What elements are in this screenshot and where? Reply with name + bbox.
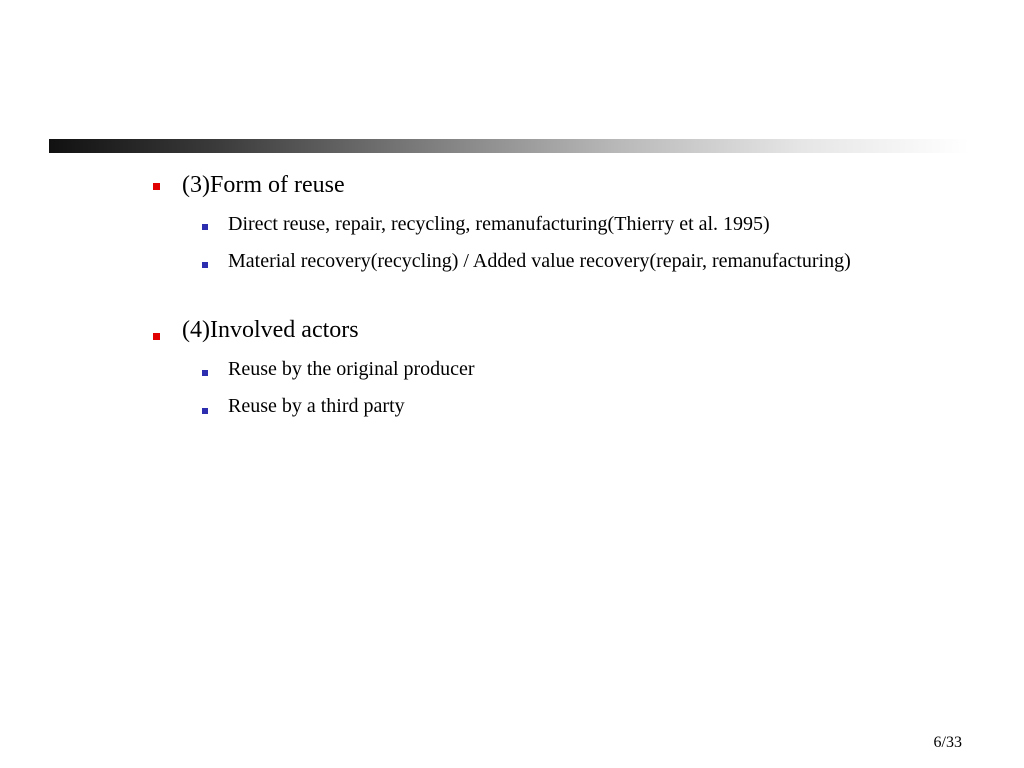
- square-bullet-icon: [153, 333, 160, 340]
- square-bullet-icon: [202, 262, 208, 268]
- title-gradient-bar: [49, 139, 969, 153]
- sub-bullet-text: Material recovery(recycling) / Added value recovery(repair, remanufacturing): [228, 250, 851, 272]
- sub-bullet-text: Reuse by the original producer: [228, 358, 475, 380]
- square-bullet-icon: [153, 183, 160, 190]
- page-number: 6/33: [933, 734, 962, 751]
- bullet-text: (4)Involved actors: [182, 317, 359, 343]
- square-bullet-icon: [202, 408, 208, 414]
- sub-bullet-text: Direct reuse, repair, recycling, remanufacturing(Thierry et al. 1995): [228, 213, 770, 235]
- square-bullet-icon: [202, 370, 208, 376]
- sub-bullet-text: Reuse by a third party: [228, 395, 405, 417]
- bullet-text: (3)Form of reuse: [182, 172, 345, 198]
- square-bullet-icon: [202, 224, 208, 230]
